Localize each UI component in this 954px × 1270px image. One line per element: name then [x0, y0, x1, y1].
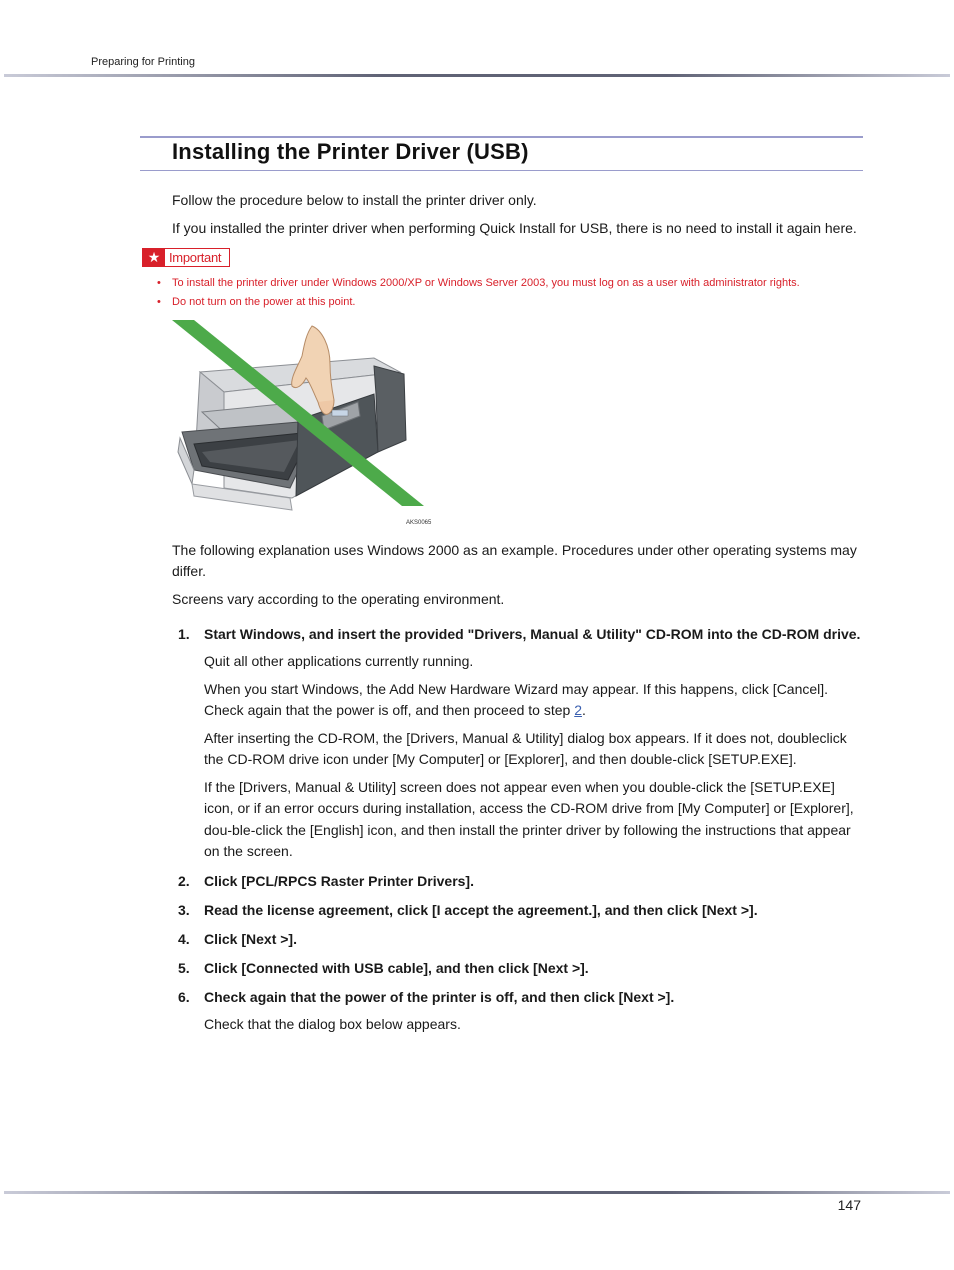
intro-paragraph-1: Follow the procedure below to install the printer driver only. [172, 192, 537, 208]
step-heading: Click [PCL/RPCS Raster Printer Drivers]. [204, 872, 474, 889]
printer-do-not-power-on-illustration [172, 320, 438, 528]
step-3 [172, 899, 862, 921]
step-heading: Click [Next >]. [204, 930, 297, 947]
note-paragraph-1: The following explanation uses Windows 2000 as an example. Procedures under other operating systems may differ. [172, 542, 857, 579]
important-badge [142, 248, 230, 267]
step-4 [172, 928, 862, 950]
step-heading: Click [Connected with USB cable], and then click [Next >]. [204, 959, 589, 976]
running-header: Preparing for Printing [91, 56, 195, 68]
step-5 [172, 957, 862, 979]
step-detail: After inserting the CD-ROM, the [Drivers, Manual & Utility] dialog box appears. If it does not, doubleclick the CD-ROM drive icon under [My Computer] or [Explorer], and then double-click [SETUP.EXE]. [204, 729, 847, 767]
important-label: Important [169, 250, 222, 265]
step-number: 1. [178, 626, 190, 642]
title-block [140, 136, 863, 171]
important-item: • Do not turn on the power at this point. [157, 296, 356, 308]
important-item: • To install the printer driver under Windows 2000/XP or Windows Server 2003, you must log on as a user with administrator rights. [157, 277, 800, 289]
note-paragraph-2: Screens vary according to the operating environment. [172, 591, 505, 607]
step-heading: Start Windows, and insert the provided "Drivers, Manual & Utility" CD-ROM into the CD-ROM drive. [204, 626, 861, 642]
step-number: 3. [178, 901, 190, 918]
step-number: 5. [178, 959, 190, 976]
step-6 [172, 986, 862, 1036]
step-detail: Quit all other applications currently running. [204, 653, 474, 669]
header-rule [4, 74, 950, 77]
step-detail: When you start Windows, the Add New Hardware Wizard may appear. If this happens, click [Cancel]. Check again that the power is off, and then proceed to step 2. [204, 680, 829, 718]
page-title: Installing the Printer Driver (USB) [172, 139, 529, 164]
important-list [155, 274, 855, 312]
procedure-steps [172, 623, 862, 1042]
step-number: 2. [178, 872, 190, 889]
step-detail: Check that the dialog box below appears. [204, 1015, 461, 1032]
step-number: 4. [178, 930, 190, 947]
step-2 [172, 870, 862, 892]
step-heading: Check again that the power of the printer is off, and then click [Next >]. [204, 988, 675, 1005]
footer-rule [4, 1191, 950, 1194]
intro-paragraph-2: If you installed the printer driver when performing Quick Install for USB, there is no need to install it again here. [172, 220, 857, 236]
page-number: 147 [837, 1197, 861, 1213]
star-icon: ★ [143, 249, 165, 266]
step-heading: Read the license agreement, click [I accept the agreement.], and then click [Next >]. [204, 901, 758, 918]
step-number: 6. [178, 988, 190, 1005]
figure-code: AKS0065 [406, 520, 432, 526]
step-detail: If the [Drivers, Manual & Utility] screen does not appear even when you double-click the [SETUP.EXE] icon, or if an error occurs during installation, access the CD-ROM drive from [My Computer] or [Explorer], dou-ble-click the [English] icon, and then install the printer driver by following the instructions that appear on the screen. [204, 778, 854, 859]
step-1 [172, 623, 862, 863]
step-2-link[interactable]: 2 [574, 702, 583, 718]
